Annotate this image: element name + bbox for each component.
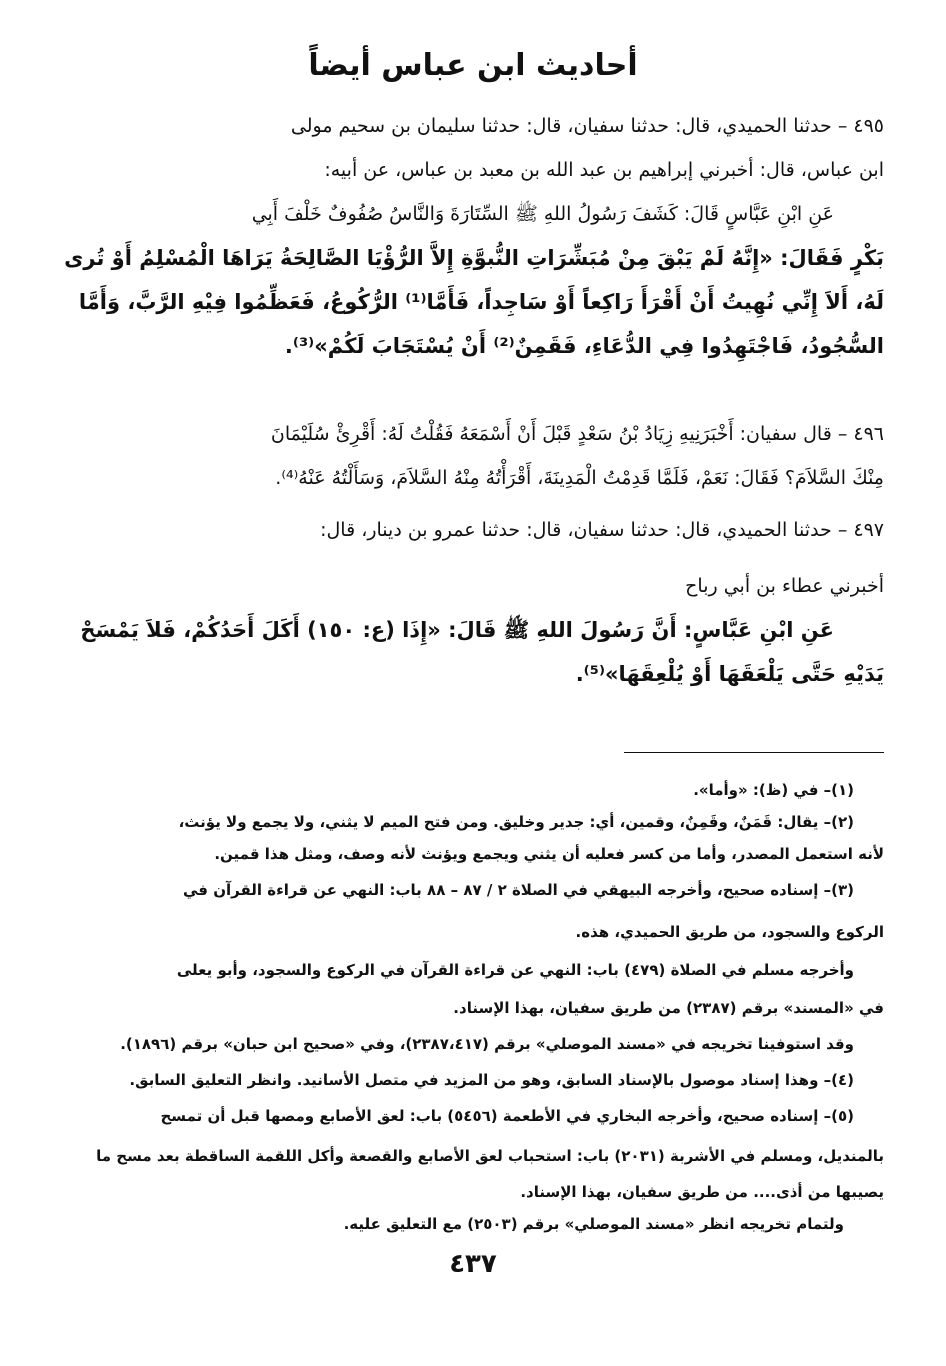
hadith-line: أخبرني عطاء بن أبي رباح <box>685 575 884 597</box>
footnote-line: يصيبها من أذى.... من طريق سفيان، بهذا الإسناد. <box>520 1183 884 1201</box>
book-page <box>62 0 884 1366</box>
hadith-line: عَنِ ابْنِ عَبَّاسٍ قَالَ: كَشَفَ رَسُولُ اللهِ ﷺ السِّتَارَةَ وَالنَّاسُ صُفُوفٌ خَلْفَ أَبِي <box>251 203 834 225</box>
page-title: أحاديث ابن عباس أيضاً <box>308 48 638 83</box>
hadith-line: لَهُ، أَلاَ إِنِّي نُهِيتُ أَنْ أَقْرَأَ رَاكِعاً أَوْ سَاجِداً، فَأَمَّا⁽¹⁾ الرُّكُوعُ، فَعَظِّمُوا فِيْهِ الرَّبَّ، وَأَمَّا <box>78 290 884 314</box>
hadith-line: ابن عباس، قال: أخبرني إبراهيم بن عبد الله بن معبد بن عباس، عن أبيه: <box>324 159 884 181</box>
hadith-line: ٤٩٥ – حدثنا الحميدي، قال: حدثنا سفيان، قال: حدثنا سليمان بن سحيم مولى <box>290 115 884 137</box>
footnote-line: (١)– في (ظ): «وأما». <box>693 781 854 799</box>
footnote-line: ولتمام تخريجه انظر «مسند الموصلي» برقم (٢٥٠٣) مع التعليق عليه. <box>343 1215 844 1233</box>
hadith-line: مِنْكَ السَّلاَمَ؟ فَقَالَ: نَعَمْ، فَلَمَّا قَدِمْتُ الْمَدِينَةَ، أَقْرَأْتُهُ مِنْهُ السَّلاَمَ، وَسَأَلْتُهُ عَنْهُ⁽⁴⁾. <box>275 467 884 489</box>
hadith-line: ٤٩٦ – قال سفيان: أَخْبَرَنِيهِ زِيَادُ بْنُ سَعْدٍ قَبْلَ أَنْ أَسْمَعَهُ فَقُلْتُ لَهُ: أَقْرِئْ سُلَيْمَانَ <box>270 423 884 445</box>
hadith-line: بَكْرٍ فَقَالَ: «إِنَّهُ لَمْ يَبْقَ مِنْ مُبَشِّرَاتِ النُّبوَّةِ إِلاَّ الرُّؤْيَا الصَّالِحَةُ يَرَاهَا الْمُسْلِمُ أَوْ تُرى <box>64 246 884 270</box>
footnote-line: (٥)– إسناده صحيح، وأخرجه البخاري في الأطعمة (٥٤٥٦) باب: لعق الأصابع ومصها قبل أن تمسح <box>160 1107 854 1125</box>
footnote-line: وقد استوفينا تخريجه في «مسند الموصلي» برقم (٢٣٨٧،٤١٧)، وفي «صحيح ابن حبان» برقم (١٨٩٦). <box>120 1035 854 1053</box>
hadith-line: السُّجُودُ، فَاجْتَهِدُوا فِي الدُّعَاءِ، فَقَمِنٌ⁽²⁾ أَنْ يُسْتَجَابَ لَكُمْ»⁽³⁾. <box>284 334 884 358</box>
hadith-line: ٤٩٧ – حدثنا الحميدي، قال: حدثنا سفيان، قال: حدثنا عمرو بن دينار، قال: <box>320 519 884 541</box>
hadith-497 <box>62 508 884 696</box>
hadith-line: يَدَيْهِ حَتَّى يَلْعَقَهَا أَوْ يُلْعِقَهَا»⁽⁵⁾. <box>575 662 884 686</box>
footnote-line: بالمنديل، ومسلم في الأشربة (٢٠٣١) باب: استحباب لعق الأصابع والقصعة وأكل اللقمة الساقطة بعد مسح ما <box>96 1147 884 1165</box>
footnote-line: وأخرجه مسلم في الصلاة (٤٧٩) باب: النهي عن قراءة القرآن في الركوع والسجود، وأبو يعلى <box>176 961 854 979</box>
footnote-divider <box>624 752 884 753</box>
footnote-line: (٣)– إسناده صحيح، وأخرجه البيهقي في الصلاة ٢ / ٨٧ – ٨٨ باب: النهي عن قراءة القرآن في <box>182 881 854 899</box>
hadith-496 <box>62 412 884 500</box>
hadith-495 <box>62 104 884 368</box>
footnote-line: الركوع والسجود، من طريق الحميدي، هذه. <box>575 923 884 941</box>
footnote-line: في «المسند» برقم (٢٣٨٧) من طريق سفيان، بهذا الإسناد. <box>453 999 884 1017</box>
footnote-line: (٤)– وهذا إسناد موصول بالإسناد السابق، وهو من المزيد في متصل الأسانيد. وانظر التعليق السابق. <box>129 1071 854 1089</box>
page-number: ٤٣٧ <box>449 1249 497 1279</box>
hadith-line: عَنِ ابْنِ عَبَّاسٍ: أَنَّ رَسُولَ اللهِ ﷺ قَالَ: «إِذَا (ع: ١٥٠) أَكَلَ أَحَدُكُمْ، فَلاَ يَمْسَحْ <box>80 618 834 642</box>
footnote-line: لأنه استعمل المصدر، وأما من كسر فعليه أن يثني ويجمع ويؤنث لأنه وصف، ومثل هذا قمين. <box>214 845 884 863</box>
footnote-line: (٢)– يقال: قَمَنٌ، وقَمِنٌ، وقمين، أي: جدير وخليق. ومن فتح الميم لا يثني، ولا يجمع ولا يؤنث، <box>178 813 854 831</box>
